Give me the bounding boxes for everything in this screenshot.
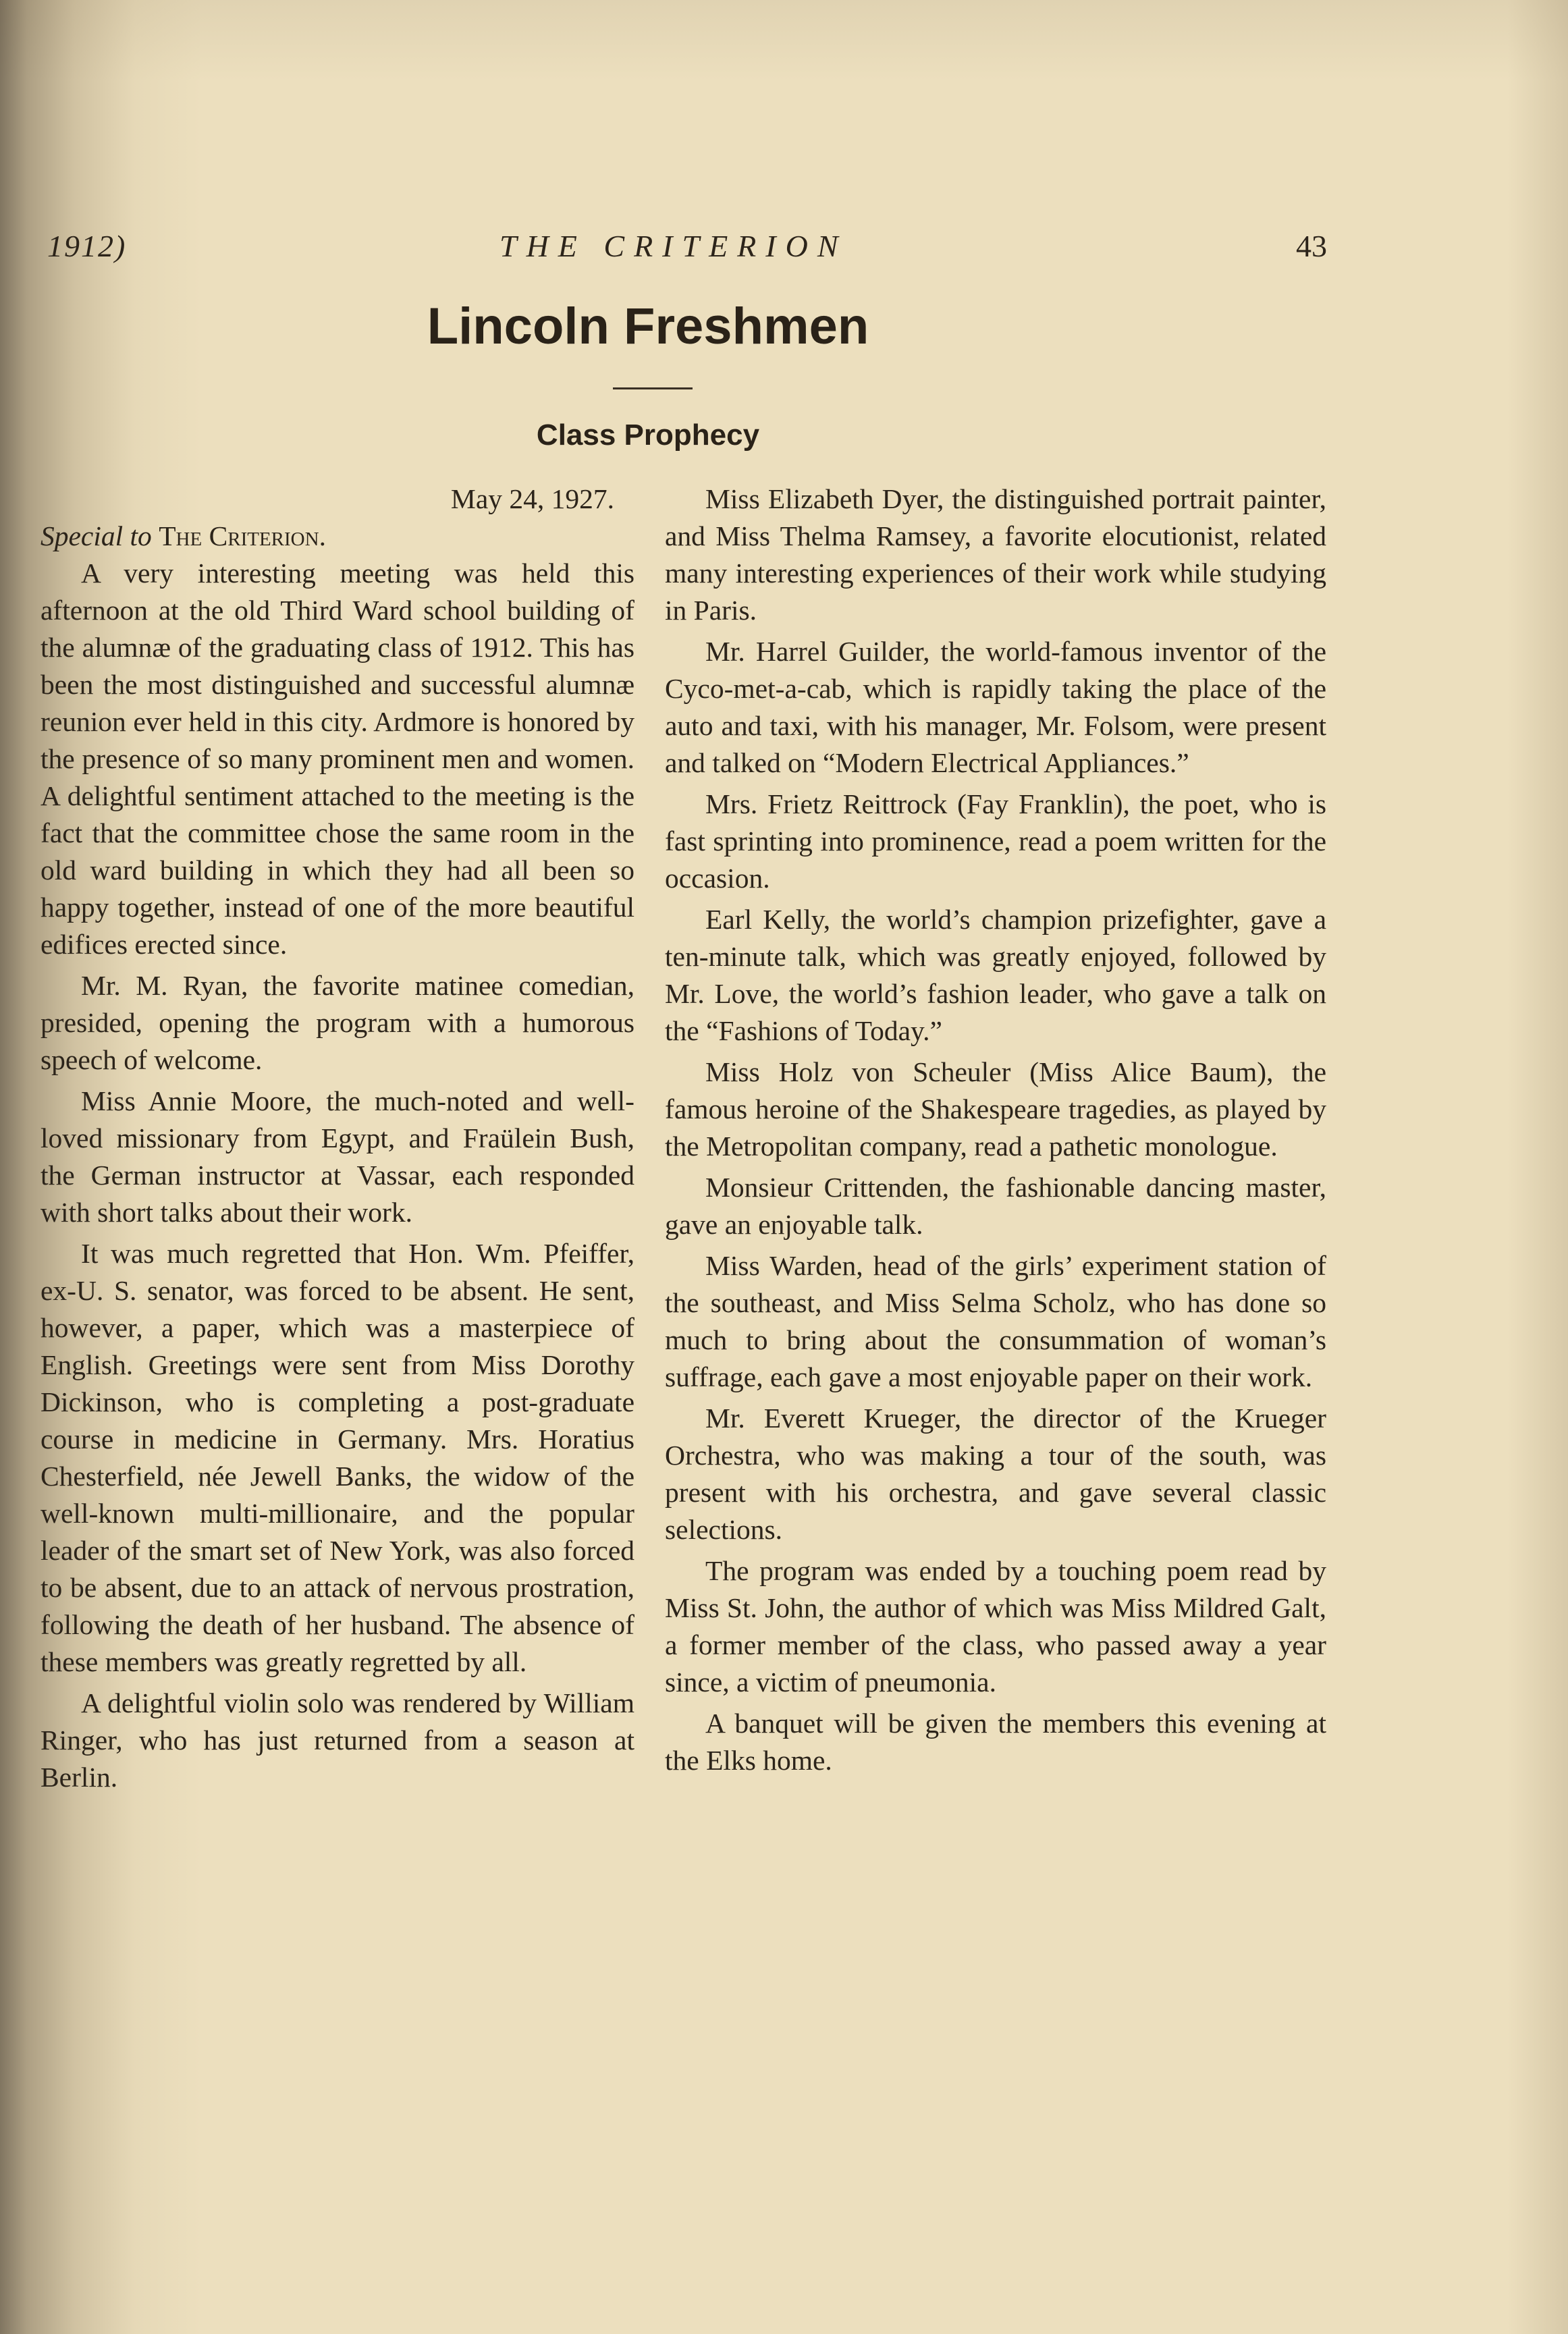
paragraph: A delightful violin solo was rendered by William Ringer, who has just returned from a season at Berlin.	[40, 1687, 634, 1793]
paragraph: Miss Warden, head of the girls’ experiment station of the southeast, and Miss Selma Scholz, who has done so much to bring about the consummation of woman’s suffrage, each gave a most enjoyable paper on their work.	[665, 1250, 1326, 1392]
paragraph: Miss Elizabeth Dyer, the distinguished portrait painter, and Miss Thelma Ramsey, a favorite elocutionist, related many interesting experiences of their work while studying in Paris.	[665, 483, 1326, 626]
paragraph: Mr. Harrel Guilder, the world-famous inventor of the Cyco-met-a-cab, which is rapidly taking the place of the auto and taxi, with his manager, Mr. Folsom, were present and talked on “Modern Electrical Appliances.”	[665, 636, 1326, 778]
paragraph: Monsieur Crittenden, the fashionable dancing master, gave an enjoyable talk.	[665, 1172, 1326, 1240]
paragraph: Miss Holz von Scheuler (Miss Alice Baum), the famous heroine of the Shakespeare tragedies, as played by the Metropolitan company, read a pathetic monologue.	[665, 1056, 1326, 1162]
paragraph: It was much regretted that Hon. Wm. Pfeiffer, ex-U. S. senator, was forced to be absent. He sent, however, a paper, which was a masterpiece of English. Greetings were sent from Miss Dorothy Dickinson, who is completing a post-graduate course in medicine in Germany. Mrs. Horatius Chesterfield, née Jewell Banks, the widow of the well-known multi-millionaire, and the popular leader of the smart set of New York, was also forced to be absent, due to an attack of nervous prostration, following the death of her husband. The absence of these members was greatly regretted by all.	[40, 1238, 634, 1677]
article-subtitle: Class Prophecy	[536, 418, 760, 452]
special-credit-source: The Criterion.	[159, 520, 326, 551]
paragraph: Mr. Everett Krueger, the director of the Krueger Orchestra, who was making a tour of the south, was present with his orchestra, and gave several classic selections.	[665, 1403, 1326, 1545]
paragraph: Miss Annie Moore, the much-noted and well-loved missionary from Egypt, and Fraülein Bush, the German instructor at Vassar, each responded with short talks about their work.	[40, 1085, 634, 1228]
article-title: Lincoln Freshmen	[427, 298, 869, 355]
paragraph: The program was ended by a touching poem read by Miss St. John, the author of which was Miss Mildred Galt, a former member of the class, who passed away a year since, a victim of pneumonia.	[665, 1555, 1326, 1698]
right-column	[665, 481, 1326, 1779]
dateline: May 24, 1927.	[450, 483, 614, 514]
paragraph: A banquet will be given the members this evening at the Elks home.	[665, 1708, 1326, 1776]
left-column	[40, 481, 634, 1796]
title-divider	[613, 387, 693, 389]
page-number: 43	[1296, 229, 1327, 263]
special-credit	[40, 518, 634, 555]
paragraph: Earl Kelly, the world’s champion prizefighter, gave a ten-minute talk, which was greatly enjoyed, followed by Mr. Love, the world’s fashion leader, who gave a talk on the “Fashions of Today.”	[665, 904, 1326, 1046]
special-credit-label: Special to	[40, 520, 152, 551]
paragraph: A very interesting meeting was held this afternoon at the old Third Ward school building of the alumnæ of the graduating class of 1912. This has been the most distinguished and successful alumnæ reunion ever held in this city. Ardmore is honored by the presence of so many prominent men and women. A delightful sentiment attached to the meeting is the fact that the committee chose the same room in the old ward building in which they had all been so happy together, instead of one of the more beautiful edifices erected since.	[40, 558, 634, 960]
paragraph: Mr. M. Ryan, the favorite matinee comedian, presided, opening the program with a humorous speech of welcome.	[40, 970, 634, 1075]
running-head	[40, 228, 1327, 269]
paragraph: Mrs. Frietz Reittrock (Fay Franklin), the poet, who is fast sprinting into prominence, read a poem written for the occasion.	[665, 788, 1326, 894]
running-head-year: 1912)	[47, 229, 127, 263]
running-head-journal-title: THE CRITERION	[499, 229, 848, 263]
